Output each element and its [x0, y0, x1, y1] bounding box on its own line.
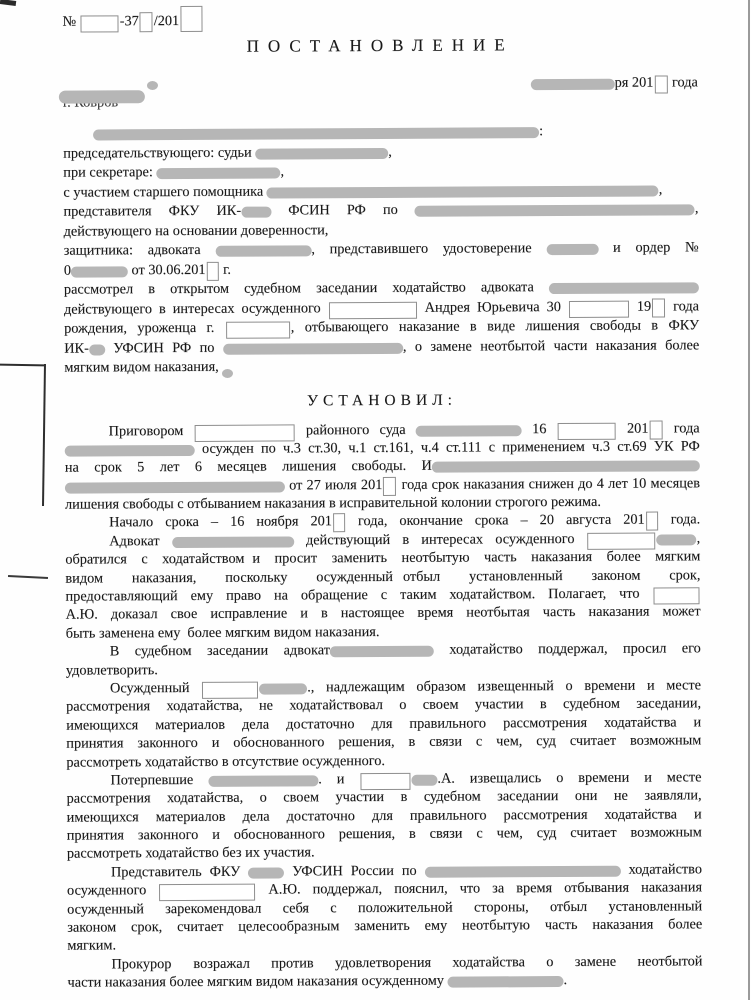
- redaction-bar-gray: [215, 245, 311, 257]
- redaction-box-white: [140, 12, 153, 32]
- text-run: ходатайство: [620, 861, 703, 878]
- text-run: г.: [219, 261, 231, 278]
- redaction-bar-gray: [59, 90, 145, 103]
- text-run: действующего в интересах осужденного: [63, 299, 328, 318]
- text-run: А.Ю. поддержал, пояснил, что за время отбывания наказания: [256, 879, 703, 898]
- redaction-bar-gray: [546, 244, 598, 255]
- text-run: и ордер №: [598, 239, 699, 256]
- redaction-bar-gray: [172, 536, 294, 548]
- text-run: быть заменена ему: [65, 624, 181, 642]
- text-run: , отбывающего наказание в виде лишения свободы в ФКУ: [290, 317, 700, 336]
- scan-edge-line: [748, 0, 750, 1000]
- text-run: лишения свободы с отбыванием наказания в исправительной колонии строгого режима.: [64, 493, 601, 513]
- text-run: года, окончание срока – 20 августа 201: [345, 512, 645, 530]
- text-run: В судебном заседании адвокат: [109, 642, 330, 660]
- text-run: рассмотреть ходатайство без их участия.: [66, 844, 315, 863]
- text-run: УФСИН России по: [284, 862, 425, 880]
- redaction-bar-gray: [71, 266, 128, 277]
- redaction-bar-gray: [93, 127, 539, 140]
- spacer: [171, 967, 193, 968]
- text-run: А.Ю. доказал свое исправление и в настоящее время неотбытая часть наказания может: [65, 603, 701, 624]
- redaction-bar-gray: [208, 775, 318, 787]
- text-run: возражал против удовлетворения ходатайства о замене неотбытой: [193, 953, 703, 972]
- redaction-bar-gray: [531, 79, 615, 90]
- text-run: с участием старшего помощника: [63, 183, 267, 201]
- text-run: видом наказания, поскольку осужденный: [65, 568, 393, 587]
- redaction-box-white: [383, 477, 396, 496]
- text-run: действующего на основании доверенности,: [63, 221, 329, 240]
- text-run: года срок наказания снижен до 4 лет 10 месяцев: [397, 474, 700, 493]
- redaction-bar-gray: [89, 344, 105, 355]
- text-run: на срок 5 лет 6 месяцев лишения свободы. И: [64, 457, 432, 476]
- redaction-bar-gray: [657, 534, 697, 545]
- text-run: законом срок, считает целесообразным заменить ему неотбытую часть наказания более: [67, 916, 703, 936]
- text-run: , представившего удостоверение: [311, 240, 547, 258]
- text-run: при секретаре:: [63, 164, 157, 181]
- text-run: рождения, уроженца г.: [64, 319, 225, 337]
- text-run: рассмотрел в открытом судебном заседании ходатайство адвоката: [63, 279, 549, 298]
- text-run: года.: [658, 511, 701, 528]
- redaction-bar-gray: [65, 481, 285, 493]
- redaction-bar-gray: [447, 976, 563, 988]
- redaction-bar-gray: [267, 185, 659, 198]
- text-run: части наказания более мягким видом наказания осужденному: [67, 972, 448, 991]
- redaction-bar-gray: [432, 461, 700, 473]
- text-run: №: [62, 13, 80, 30]
- text-run: от 27 июля 201: [284, 476, 383, 494]
- text-run: ИК-: [64, 339, 89, 357]
- scan-smudge-dot: [222, 369, 233, 378]
- text-run: ФСИН РФ по: [271, 201, 415, 219]
- text-run: и просит заменить неотбытую часть наказания более мягким: [252, 548, 701, 567]
- redaction-bar-gray: [241, 207, 271, 218]
- text-run: более мягким видом наказания.: [187, 623, 380, 641]
- text-run: Приговором: [108, 422, 194, 439]
- text-run: удовлетворить.: [65, 661, 158, 679]
- text-run: защитника: адвоката: [63, 241, 216, 259]
- text-run: ., надлежащим образом извещенный о времени и месте: [307, 677, 702, 696]
- text-run: года: [666, 297, 700, 314]
- spacer: [180, 636, 187, 637]
- resolution-heading-line-1: [64, 388, 699, 413]
- text-run: ,: [694, 200, 699, 217]
- redaction-box-white: [81, 15, 119, 32]
- text-run: Потерпевшие: [110, 771, 209, 789]
- text-run: :: [539, 123, 544, 140]
- redaction-bar-gray: [248, 867, 284, 878]
- text-run: принятия законного и обоснованного решения, в связи с чем, суд считает возможным: [66, 732, 702, 752]
- text-run: УСТАНОВИЛ:: [306, 391, 457, 409]
- text-run: ,: [280, 163, 285, 180]
- redaction-box-white: [569, 300, 629, 317]
- redaction-bar-gray: [223, 342, 403, 354]
- text-run: рассмотреть ходатайство в отсутствие осужденного.: [66, 752, 385, 771]
- text-run: имеющихся материалов дела достаточно для правильного рассмотрения ходатайства и: [66, 714, 702, 734]
- text-run: осужден по ч.3 ст.30, ч.1 ст.161, ч.4 ст.111 с применением ч.3 ст.69 УК РФ: [194, 438, 700, 457]
- redaction-box-white: [206, 261, 218, 280]
- doc-title: [63, 32, 698, 59]
- text-run: представителя ФКУ ИК-: [63, 202, 242, 220]
- text-run: . и: [318, 771, 360, 788]
- text-run: года: [668, 74, 698, 91]
- text-run: председательствующего: судьи: [63, 144, 256, 162]
- redaction-bar-gray: [65, 445, 195, 457]
- text-run: года: [663, 419, 700, 436]
- redaction-box-white: [329, 301, 417, 318]
- case-number: [62, 6, 697, 33]
- text-run: 19: [629, 298, 652, 315]
- redaction-box-white: [649, 420, 662, 439]
- redaction-box-white: [180, 6, 202, 32]
- text-run: ,: [658, 180, 663, 198]
- text-run: от 30.06.201: [127, 261, 206, 278]
- court-intro: [63, 121, 699, 378]
- redaction-bar-gray: [415, 204, 695, 216]
- resolution-heading: [64, 388, 699, 413]
- text-run: Прокурор: [111, 955, 172, 973]
- redaction-box-white: [226, 321, 290, 338]
- text-run: районного суда: [295, 421, 416, 438]
- redaction-box-white: [333, 514, 345, 533]
- text-run: Представитель ФКУ: [110, 863, 249, 881]
- case-number-line-1: [62, 6, 697, 33]
- text-run: ря 201: [614, 74, 654, 91]
- redaction-bar-gray: [259, 683, 307, 694]
- text-run: отбыл установленный законом срок,: [402, 566, 701, 585]
- text-run: обратился с ходатайством: [65, 550, 245, 568]
- text-run: действующий в интересах осужденного: [293, 530, 587, 549]
- text-run: 0: [63, 262, 71, 279]
- redaction-box-white: [652, 298, 665, 317]
- text-run: имеющихся материалов дела достаточно для правильного рассмотрения ходатайства и: [66, 805, 702, 826]
- text-run: , о замене неотбытой части наказания более: [402, 336, 700, 355]
- text-run: Андрея Юрьевича 30: [417, 298, 568, 316]
- text-run: -37: [119, 13, 139, 30]
- redaction-bar-gray-over-text: [63, 94, 118, 111]
- text-run: 16: [521, 420, 557, 437]
- redaction-bar-gray: [549, 282, 699, 294]
- text-run: Адвокат: [109, 532, 172, 550]
- spacer: [244, 562, 252, 563]
- text-run: Осужденный: [109, 679, 202, 697]
- date-and-place-line-2: [63, 91, 698, 111]
- text-run: рассмотрения ходатайства, о своем участии в судебном заседании они не заявляли,: [66, 787, 702, 807]
- spacer: [393, 579, 403, 580]
- redaction-bar-gray: [411, 775, 437, 786]
- text-run: УФСИН РФ по: [104, 339, 223, 356]
- text-run: осужденного: [67, 882, 159, 899]
- date-and-place: [63, 74, 698, 111]
- text-run: рассмотрения ходатайства, не ходатайствовал о своем участии в судебном заседании,: [66, 695, 702, 715]
- text-run: .: [563, 972, 568, 989]
- text-run: мягким видом наказания,: [64, 358, 219, 376]
- resolution-body: [65, 419, 703, 992]
- redaction-bar-gray: [416, 425, 522, 437]
- text-run: Начало срока – 16 ноября 201: [109, 513, 332, 531]
- doc-title-line-1: [63, 32, 698, 59]
- text-run: ПОСТАНОВЛЕНИЕ: [246, 35, 514, 56]
- text-run: предоставляющий ему право на обращение с таким ходатайством. Полагает, что: [65, 585, 653, 605]
- text-run: .А. извещались о времени и месте: [437, 769, 702, 787]
- scan-smudge-dot: [147, 81, 158, 90]
- redaction-bar-gray: [425, 866, 621, 878]
- redaction-box-white: [646, 512, 658, 531]
- text-run: ,: [696, 530, 701, 547]
- redaction-bar-gray: [255, 147, 388, 159]
- text-run: ,: [388, 143, 392, 160]
- redaction-bar-gray: [156, 167, 280, 179]
- text-run: 201: [616, 420, 649, 437]
- text-run: /201: [153, 13, 180, 30]
- court-intro-line-13: [64, 355, 699, 378]
- resolution-body-line-31: [67, 971, 702, 993]
- text-run: принятия законного и обоснованного решения, в связи с чем, суд считает возможным: [66, 824, 702, 844]
- text-run: мягким.: [67, 937, 117, 955]
- text-run: ходатайство поддержал, просил его: [433, 640, 701, 658]
- redaction-bar-gray: [330, 646, 434, 658]
- text-run: осужденный зарекомендовал себя с положительной стороны, отбыл установленный: [67, 897, 703, 918]
